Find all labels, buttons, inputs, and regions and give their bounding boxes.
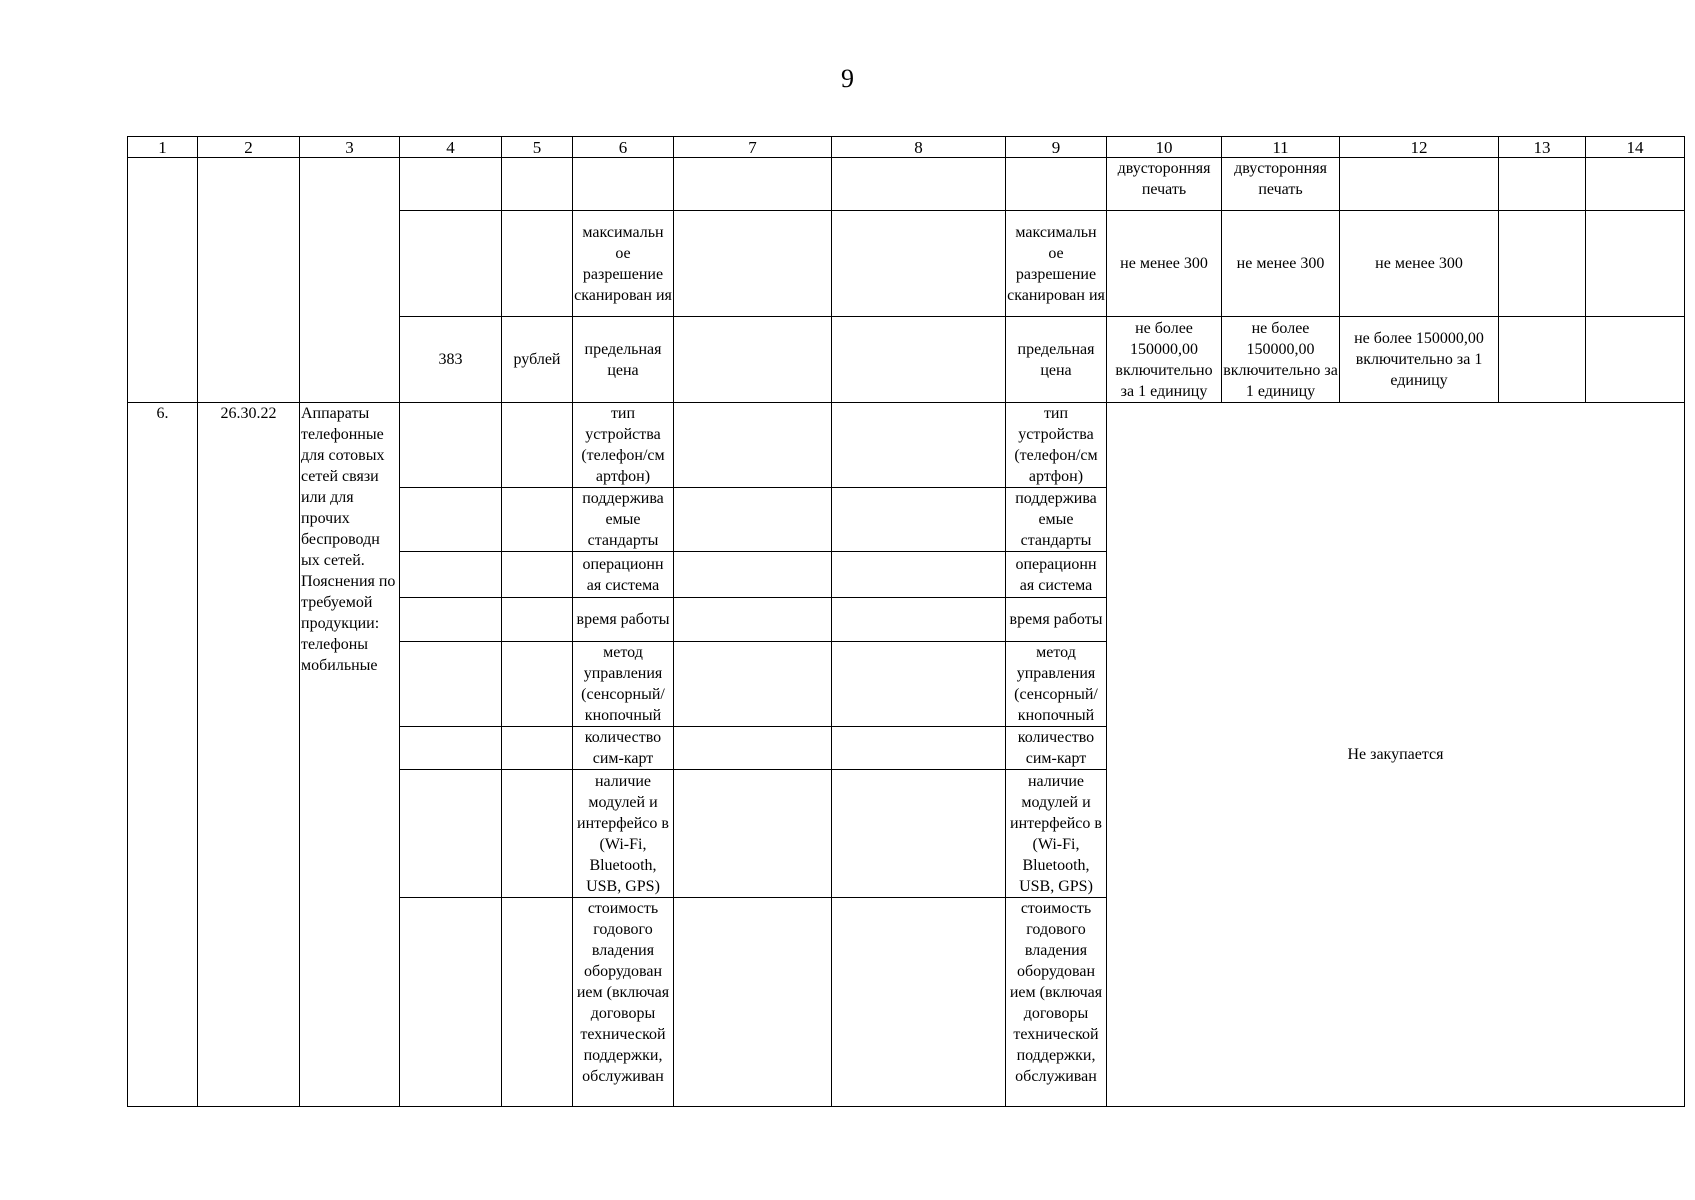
table-cell [400,727,502,770]
table-cell [832,552,1006,598]
table-cell [198,158,300,403]
table-cell [674,211,832,317]
column-header: 10 [1107,137,1222,158]
table-cell [1586,211,1685,317]
table-cell [502,211,573,317]
duplex-value-col11: двусторонняя печать [1222,158,1340,211]
table-cell [1586,317,1685,403]
column-header: 14 [1586,137,1685,158]
duplex-value-col10: двусторонняя печать [1107,158,1222,211]
table-cell [502,770,573,898]
price-limit-value-col11: не более 150000,00 включительно за 1 единицу [1222,317,1340,403]
item-number: 6. [128,403,198,1107]
price-limit-label: предельная цена [573,317,674,403]
okei-code: 383 [400,317,502,403]
table-cell [832,898,1006,1107]
table-cell [674,898,832,1107]
table-cell [832,727,1006,770]
characteristic-label: операционн ая система [573,552,674,598]
characteristic-label: наличие модулей и интерфейсо в (Wi-Fi, Bluetooth, USB, GPS) [573,770,674,898]
column-header: 6 [573,137,674,158]
table-row [128,158,1685,211]
unit-name: рублей [502,317,573,403]
table-cell [400,598,502,642]
table-cell [1586,158,1685,211]
characteristic-label-col9: количество сим-карт [1006,727,1107,770]
table-cell [1006,158,1107,211]
scan-resolution-label-col9: максимальн ое разрешение сканирован ия [1006,211,1107,317]
table-cell [502,727,573,770]
scan-resolution-value-col11: не менее 300 [1222,211,1340,317]
characteristic-label-col9: стоимость годового владения оборудован ием (включая договоры технической поддержки, обслуживан [1006,898,1107,1107]
column-header: 12 [1340,137,1499,158]
page-number: 9 [841,64,854,93]
table-cell [832,403,1006,488]
scan-resolution-value-col10: не менее 300 [1107,211,1222,317]
okpd2-code: 26.30.22 [198,403,300,1107]
characteristics-table [127,136,1685,1107]
column-header: 7 [674,137,832,158]
column-header: 13 [1499,137,1586,158]
column-header: 11 [1222,137,1340,158]
table-cell [502,898,573,1107]
table-cell [832,642,1006,727]
table-cell [832,211,1006,317]
table-cell [1340,158,1499,211]
table-cell [400,552,502,598]
price-limit-label-col9: предельная цена [1006,317,1107,403]
table-cell [832,770,1006,898]
table-cell [128,158,198,403]
table-cell [674,552,832,598]
table-cell [832,317,1006,403]
table-cell [502,642,573,727]
table-cell [1499,211,1586,317]
column-header: 3 [300,137,400,158]
characteristic-label-col9: наличие модулей и интерфейсо в (Wi-Fi, Bluetooth, USB, GPS) [1006,770,1107,898]
table-cell [674,642,832,727]
table-cell [832,488,1006,552]
table-cell [1499,317,1586,403]
table-cell [400,211,502,317]
column-header: 5 [502,137,573,158]
table-cell [400,158,502,211]
characteristic-label: поддержива емые стандарты [573,488,674,552]
table-cell [674,158,832,211]
table-cell [674,770,832,898]
characteristic-label: стоимость годового владения оборудован ием (включая договоры технической поддержки, обслуживан [573,898,674,1107]
characteristic-label-col9: поддержива емые стандарты [1006,488,1107,552]
price-limit-value-col12: не более 150000,00 включительно за 1 единицу [1340,317,1499,403]
characteristic-label: метод управления (сенсорный/ кнопочный [573,642,674,727]
table-cell [300,158,400,403]
column-header: 9 [1006,137,1107,158]
characteristic-label-col9: операционн ая система [1006,552,1107,598]
table-cell [1499,158,1586,211]
table-cell [502,552,573,598]
table-cell [674,598,832,642]
characteristic-label-col9: время работы [1006,598,1107,642]
table-cell [400,642,502,727]
table-cell [832,158,1006,211]
characteristic-label: тип устройства (телефон/см артфон) [573,403,674,488]
characteristic-label-col9: тип устройства (телефон/см артфон) [1006,403,1107,488]
not-purchased-note: Не закупается [1107,403,1685,1107]
column-header: 4 [400,137,502,158]
item-name: Аппараты телефонные для сотовых сетей связи или для прочих беспроводн ых сетей. Пояснения по требуемой продукции: телефоны мобильные [300,403,400,1107]
table-cell [674,403,832,488]
characteristic-label-col9: метод управления (сенсорный/ кнопочный [1006,642,1107,727]
table-cell [674,727,832,770]
table-cell [832,598,1006,642]
table-cell [400,770,502,898]
scan-resolution-value-col12: не менее 300 [1340,211,1499,317]
scan-resolution-label: максимальн ое разрешение сканирован ия [573,211,674,317]
column-header: 1 [128,137,198,158]
table-cell [502,158,573,211]
characteristic-label: время работы [573,598,674,642]
table-cell [502,598,573,642]
characteristic-label: количество сим-карт [573,727,674,770]
table-cell [400,488,502,552]
table-row [128,403,1685,488]
table-cell [502,488,573,552]
table-cell [573,158,674,211]
table-cell [674,317,832,403]
column-header: 2 [198,137,300,158]
column-number-row [128,137,1685,158]
table-cell [674,488,832,552]
table-cell [502,403,573,488]
table-cell [400,898,502,1107]
table-cell [400,403,502,488]
price-limit-value-col10: не более 150000,00 включительно за 1 единицу [1107,317,1222,403]
column-header: 8 [832,137,1006,158]
